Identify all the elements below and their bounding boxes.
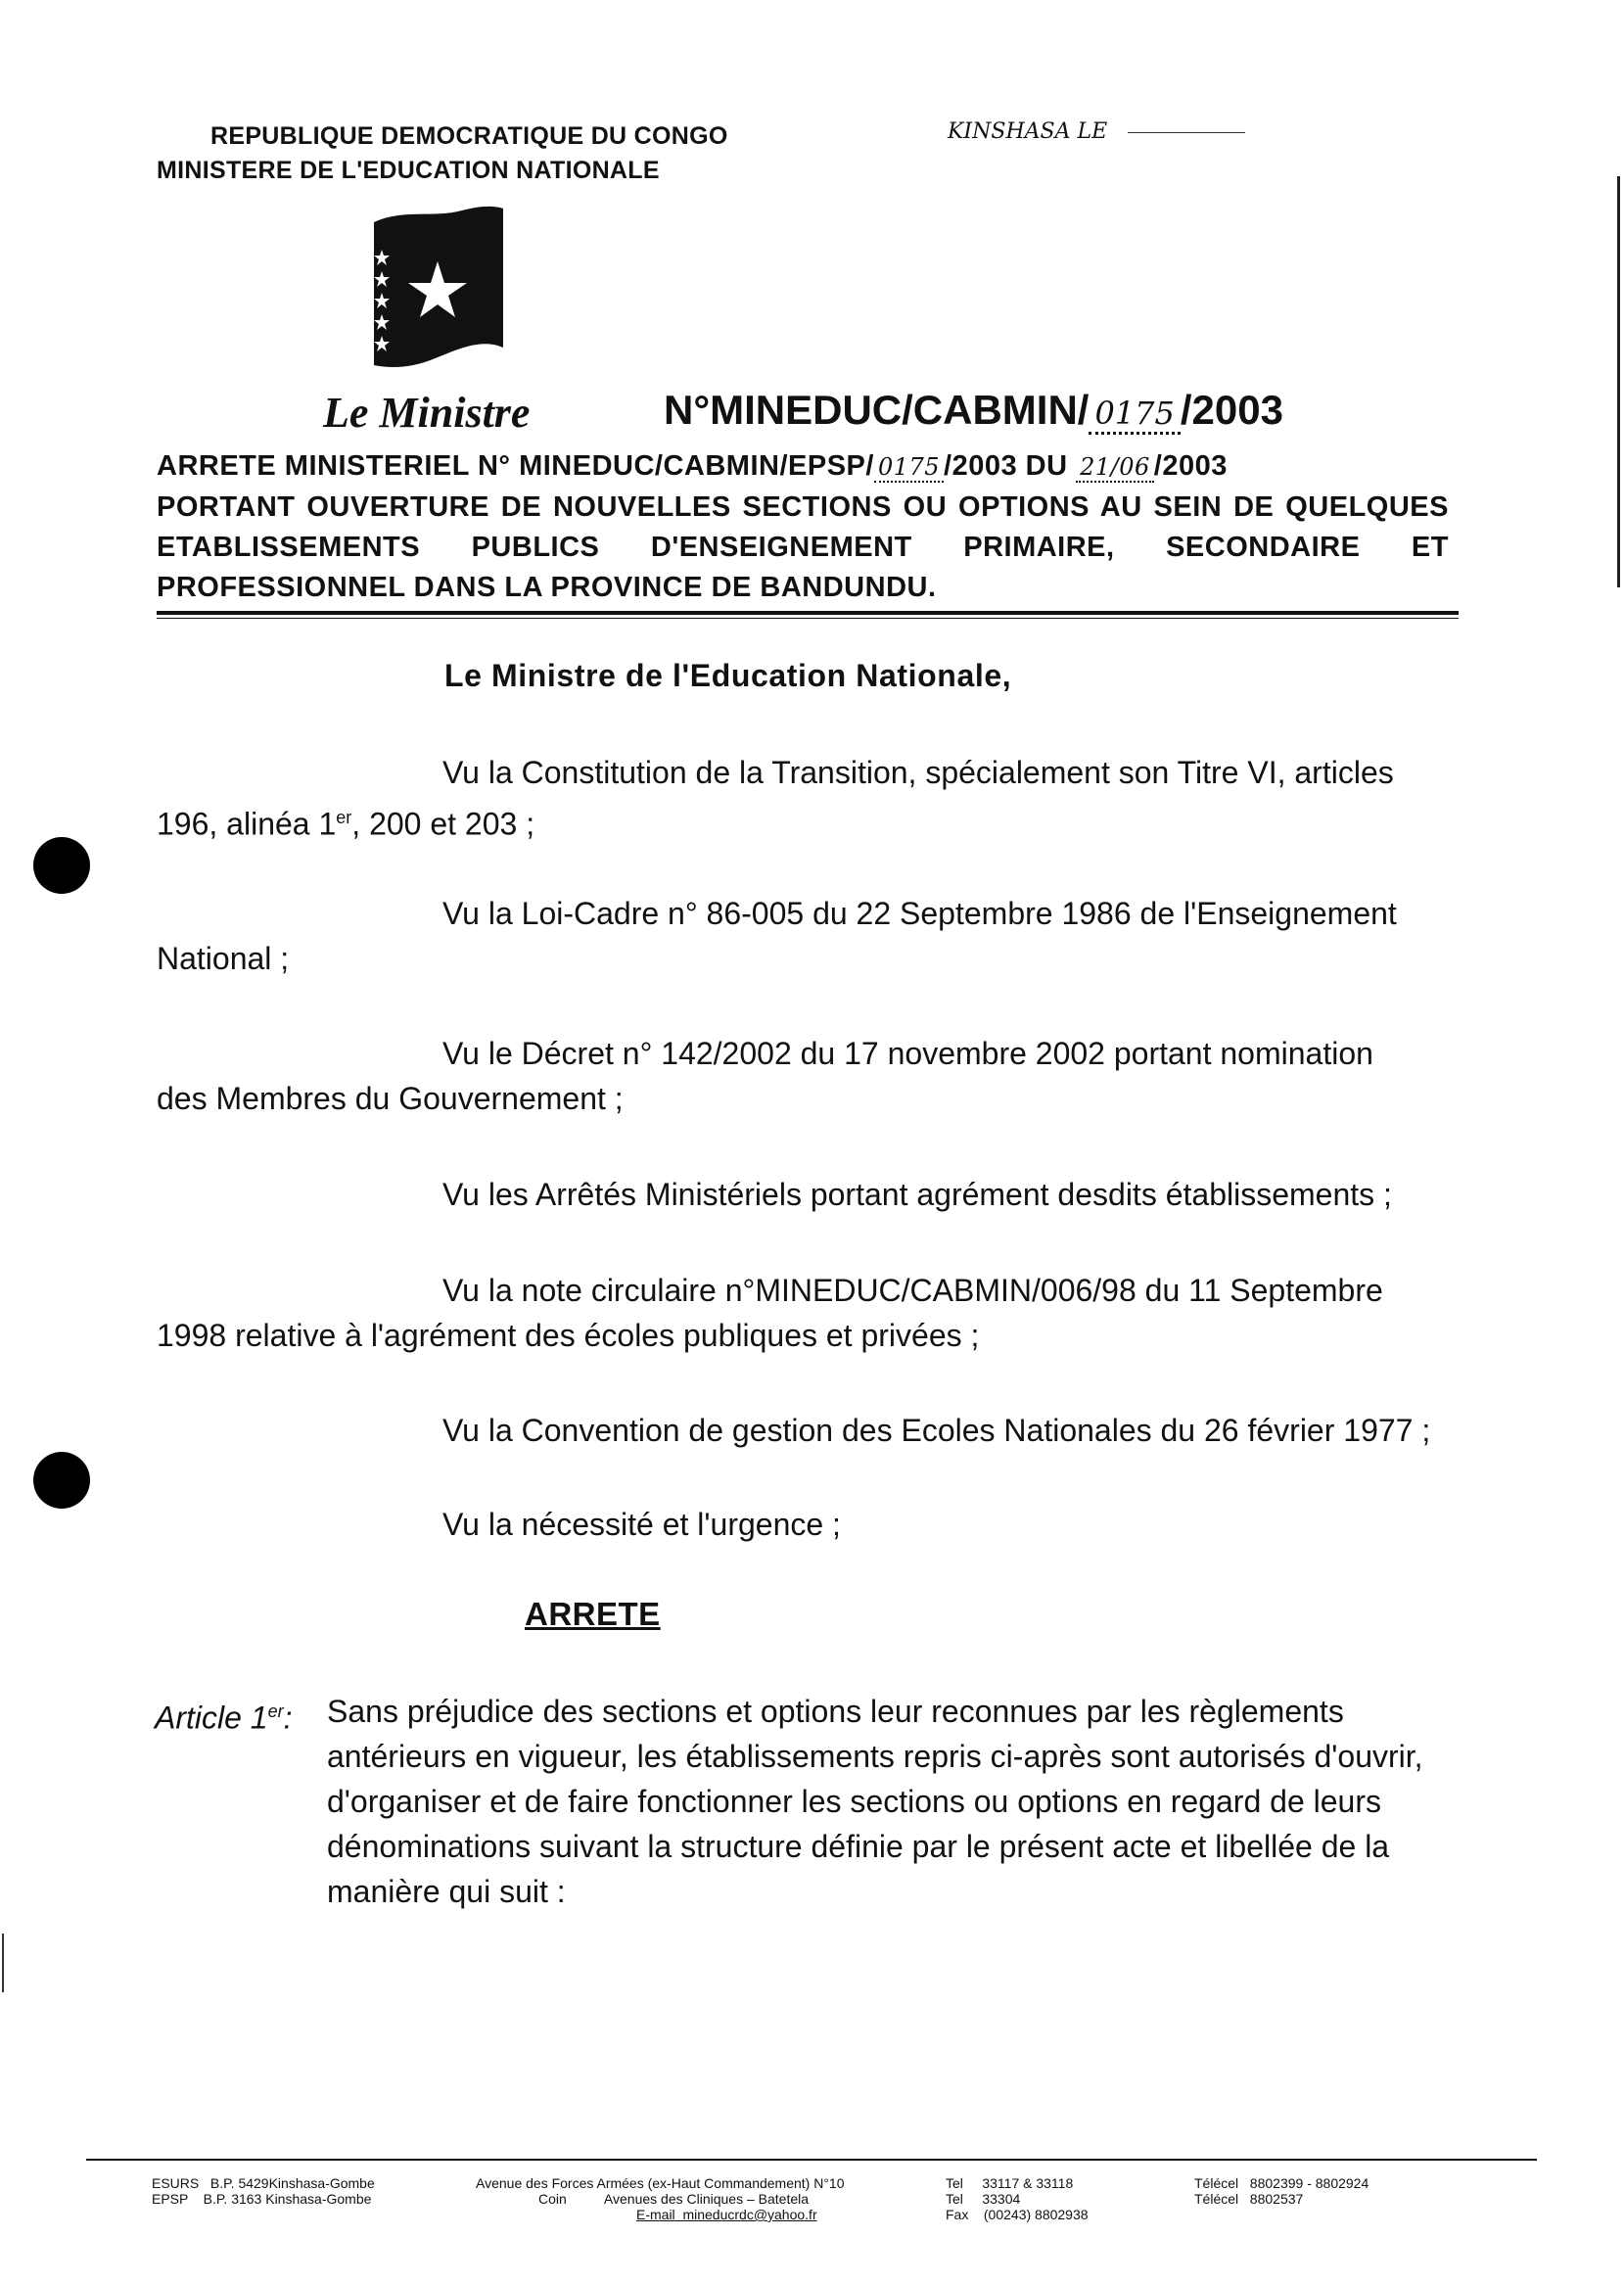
punch-hole-bottom [33, 1452, 90, 1509]
footer-telecel: Télécel 8802399 - 8802924 Télécel 8802537 [1194, 2175, 1369, 2207]
vu-loi-cadre: Vu la Loi-Cadre n° 86-005 du 22 Septembre 1986 de l'Enseignement National ; [157, 896, 1397, 976]
date-blank [1128, 132, 1245, 133]
article-label: Article 1er: [155, 1700, 293, 1736]
signatory-title: Le Ministre [323, 389, 531, 437]
ref-year: /2003 [1180, 387, 1283, 433]
title-rule-thick [157, 611, 1459, 615]
vu-urgence: Vu la nécessité et l'urgence ; [442, 1507, 841, 1542]
vu-note-circulaire: Vu la note circulaire n°MINEDUC/CABMIN/006/98 du 11 Septembre 1998 relative à l'agrément des écoles publiques et privées ; [157, 1273, 1383, 1353]
footer-email[interactable]: E-mail mineducrdc@yahoo.fr [636, 2207, 817, 2222]
country-name: REPUBLIQUE DEMOCRATIQUE DU CONGO [210, 122, 728, 150]
flag-emblem [364, 201, 511, 377]
vu-constitution: Vu la Constitution de la Transition, spécialement son Titre VI, articles 196, alinéa 1er, 200 et 203 ; [157, 755, 1394, 842]
ministry-name: MINISTERE DE L'EDUCATION NATIONALE [157, 157, 660, 184]
footer-phone: Tel 33117 & 33118 Tel 33304 Fax (00243) 8802938 [946, 2175, 1089, 2222]
decree-number-handwritten: 0175 [874, 453, 944, 483]
scan-margin-line-right [1617, 176, 1620, 587]
decree-title-text: PORTANT OUVERTURE DE NOUVELLES SECTIONS OU OPTIONS AU SEIN DE QUELQUES ETABLISSEMENTS PUBLICS D'ENSEIGNEMENT PRIMAIRE, SECONDAIRE ET PROFESSIONNEL DANS LA PROVINCE DE BANDUNDU. [157, 491, 1449, 603]
footer-address: Avenue des Forces Armées (ex-Haut Commandement) N°10 Coin Avenues des Cliniques – Batetela E-mail mineducrdc@yahoo.fr [476, 2175, 845, 2222]
minister-heading: Le Ministre de l'Education Nationale, [444, 658, 1012, 693]
ref-prefix: N°MINEDUC/CABMIN/ [664, 387, 1090, 433]
arrete-heading: ARRETE [525, 1596, 661, 1632]
vu-convention: Vu la Convention de gestion des Ecoles Nationales du 26 février 1977 ; [442, 1413, 1431, 1448]
ref-number-handwritten: 0175 [1089, 395, 1180, 435]
decree-date-handwritten: 21/06 [1076, 453, 1154, 483]
decree-reference [664, 387, 1283, 435]
title-rule-thin [157, 618, 1459, 619]
decree-title-line1: ARRETE MINISTERIEL N° MINEDUC/CABMIN/EPSP/ 0175 /2003 DU 21/06 /2003 [157, 450, 1228, 482]
vu-arretes: Vu les Arrêtés Ministériels portant agrément desdits établissements ; [442, 1177, 1392, 1212]
place-date [948, 119, 1245, 144]
article-1-text: Sans préjudice des sections et options leur reconnues par les règlements antérieurs en vigueur, les établissements repris ci-après sont autorisés d'ouvrir, d'organiser et de faire fonctionner les sections ou options en regard de leurs dénominations suivant la structure définie par le présent acte et libellée de la manière qui suit : [327, 1694, 1423, 1909]
punch-hole-top [33, 837, 90, 894]
footer-postal: ESURS B.P. 5429Kinshasa-Gombe EPSP B.P. 3163 Kinshasa-Gombe [152, 2175, 375, 2207]
vu-decret: Vu le Décret n° 142/2002 du 17 novembre 2002 portant nomination des Membres du Gouvernement ; [157, 1036, 1373, 1116]
scan-margin-line-left [2, 1934, 4, 1992]
place-date-prefix: KINSHASA LE [948, 119, 1108, 144]
footer-rule [86, 2159, 1537, 2161]
decree-title [157, 446, 1449, 608]
